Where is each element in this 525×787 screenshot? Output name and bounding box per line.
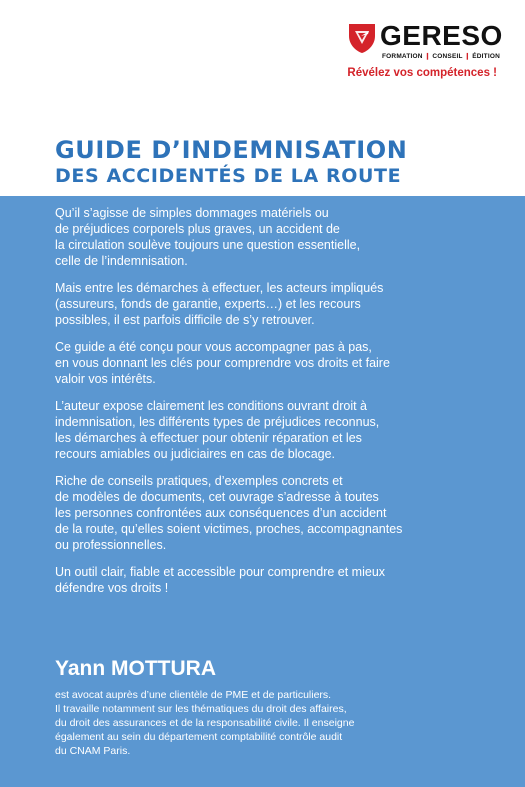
- paragraph-line: valoir vos intérêts.: [55, 372, 156, 386]
- paragraph-line: L’auteur expose clairement les conditions ouvrant droit à: [55, 399, 367, 413]
- paragraph-line: de préjudices corporels plus graves, un accident de: [55, 222, 340, 236]
- book-title: GUIDE D’INDEMNISATION: [55, 136, 408, 164]
- paragraph-line: Riche de conseils pratiques, d’exemples concrets et: [55, 474, 343, 488]
- paragraph-line: Ce guide a été conçu pour vous accompagner pas à pas,: [55, 340, 372, 354]
- book-subtitle: DES ACCIDENTÉS DE LA ROUTE: [55, 165, 402, 187]
- description-paragraph: [55, 473, 475, 553]
- bio-line: Il travaille notamment sur les thématiques du droit des affaires,: [55, 703, 347, 715]
- paragraph-line: de la route, qu’elles soient victimes, proches, accompagnantes: [55, 522, 403, 536]
- brand-tagline: [347, 67, 497, 79]
- paragraph-line: en vous donnant les clés pour comprendre vos droits et faire: [55, 356, 390, 370]
- brand-subtitle-formation: FORMATION: [382, 53, 423, 60]
- paragraph-line: Mais entre les démarches à effectuer, les acteurs impliqués: [55, 281, 384, 295]
- paragraph-line: recours amiables ou judiciaires en cas de blocage.: [55, 447, 336, 461]
- logo-row: [347, 20, 503, 60]
- brand-name: GERESO: [380, 20, 503, 51]
- author-bio: [55, 688, 475, 758]
- bio-line: également au sein du département comptabilité contrôle audit: [55, 731, 343, 743]
- paragraph-line: (assureurs, fonds de garantie, experts…) et les recours: [55, 297, 361, 311]
- paragraph-line: indemnisation, les différents types de préjudices reconnus,: [55, 415, 380, 429]
- brand-subtitle-conseil: CONSEIL: [432, 53, 463, 60]
- subtitle-separator: ❙: [464, 53, 473, 60]
- paragraph-line: les démarches à effectuer pour obtenir réparation et les: [55, 431, 362, 445]
- subtitle-separator: ❙: [424, 53, 433, 60]
- paragraph-line: les personnes confrontées aux conséquences d’un accident: [55, 506, 387, 520]
- paragraph-line: possibles, il est parfois difficile de s’y retrouver.: [55, 313, 315, 327]
- tagline-emphasis: compétences !: [416, 67, 497, 79]
- paragraph-line: la circulation soulève toujours une question essentielle,: [55, 238, 361, 252]
- shield-logo-icon: [347, 22, 377, 54]
- paragraph-line: défendre vos droits !: [55, 581, 169, 595]
- paragraph-line: Qu’il s’agisse de simples dommages matériels ou: [55, 206, 329, 220]
- brand-subtitle-edition: ÉDITION: [472, 53, 500, 60]
- paragraph-line: ou professionnelles.: [55, 538, 167, 552]
- brand-subtitle: [382, 52, 500, 60]
- header-area: [0, 0, 525, 196]
- bio-line: du CNAM Paris.: [55, 745, 131, 757]
- description-paragraph: [55, 205, 475, 269]
- description-paragraph: [55, 564, 475, 596]
- author-name: Yann MOTTURA: [55, 657, 216, 680]
- brand-logo: [347, 20, 503, 86]
- description-paragraph: [55, 339, 475, 387]
- paragraph-line: celle de l’indemnisation.: [55, 254, 188, 268]
- description-paragraph: [55, 280, 475, 328]
- paragraph-line: de modèles de documents, cet ouvrage s’adresse à toutes: [55, 490, 379, 504]
- description-paragraph: [55, 398, 475, 462]
- tagline-prefix: Révélez vos: [347, 67, 417, 79]
- paragraph-line: Un outil clair, fiable et accessible pour comprendre et mieux: [55, 565, 386, 579]
- description-text: [55, 205, 475, 607]
- bio-line: du droit des assurances et de la responsabilité civile. Il enseigne: [55, 717, 355, 729]
- bio-line: est avocat auprès d’une clientèle de PME et de particuliers.: [55, 689, 332, 701]
